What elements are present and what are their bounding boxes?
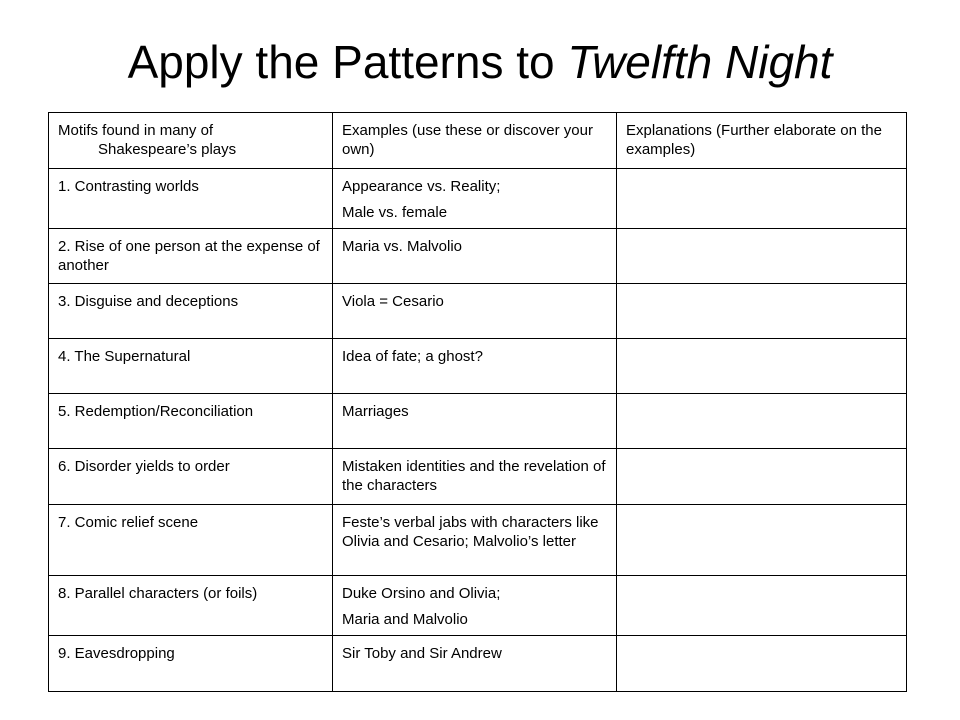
explanation-cell[interactable] xyxy=(617,394,907,449)
explanation-cell[interactable] xyxy=(617,449,907,505)
explanation-cell[interactable] xyxy=(617,229,907,284)
motif-cell: 8. Parallel characters (or foils) xyxy=(49,576,333,636)
motif-cell: 3. Disguise and deceptions xyxy=(49,284,333,339)
example-line: Duke Orsino and Olivia; xyxy=(342,585,501,602)
table-row xyxy=(49,284,907,339)
example-line: Male vs. female xyxy=(342,204,448,221)
header-examples: Examples (use these or discover your own) xyxy=(333,113,617,169)
examples-cell xyxy=(333,576,617,636)
table-row xyxy=(49,576,907,636)
table-row xyxy=(49,339,907,394)
example-line: Maria and Malvolio xyxy=(342,611,468,628)
explanation-cell[interactable] xyxy=(617,636,907,692)
header-motifs-line2: Shakespeare’s plays xyxy=(98,141,237,158)
table-row xyxy=(49,505,907,576)
example-line: Mistaken identities and the revelation of the characters xyxy=(342,458,606,494)
example-line: Sir Toby and Sir Andrew xyxy=(342,645,502,662)
table-row xyxy=(49,229,907,284)
example-line: Appearance vs. Reality; xyxy=(342,178,501,195)
header-motifs xyxy=(49,113,333,169)
title-prefix: Apply the Patterns to xyxy=(127,36,568,88)
motif-cell: 4. The Supernatural xyxy=(49,339,333,394)
explanation-cell[interactable] xyxy=(617,284,907,339)
motifs-table xyxy=(48,112,907,692)
example-line: Viola = Cesario xyxy=(342,293,444,310)
example-line: Idea of fate; a ghost? xyxy=(342,348,483,365)
examples-cell xyxy=(333,339,617,394)
example-line: Feste’s verbal jabs with characters like Olivia and Cesario; Malvolio’s letter xyxy=(342,514,599,550)
table-row xyxy=(49,449,907,505)
examples-cell xyxy=(333,229,617,284)
examples-cell xyxy=(333,394,617,449)
header-explanations: Explanations (Further elaborate on the examples) xyxy=(617,113,907,169)
explanation-cell[interactable] xyxy=(617,576,907,636)
slide-title xyxy=(0,34,960,90)
example-line: Maria vs. Malvolio xyxy=(342,238,463,255)
examples-cell xyxy=(333,284,617,339)
table-row xyxy=(49,394,907,449)
header-motifs-line1: Motifs found in many of xyxy=(58,122,214,139)
example-line: Marriages xyxy=(342,403,409,420)
explanation-cell[interactable] xyxy=(617,505,907,576)
motif-cell: 6. Disorder yields to order xyxy=(49,449,333,505)
table-row xyxy=(49,636,907,692)
motif-cell: 7. Comic relief scene xyxy=(49,505,333,576)
header-row xyxy=(49,113,907,169)
table-row xyxy=(49,169,907,229)
motif-cell: 2. Rise of one person at the expense of another xyxy=(49,229,333,284)
examples-cell xyxy=(333,505,617,576)
motif-cell: 5. Redemption/Reconciliation xyxy=(49,394,333,449)
title-emphasis: Twelfth Night xyxy=(567,36,833,88)
examples-cell xyxy=(333,636,617,692)
motif-cell: 1. Contrasting worlds xyxy=(49,169,333,229)
motif-cell: 9. Eavesdropping xyxy=(49,636,333,692)
explanation-cell[interactable] xyxy=(617,339,907,394)
examples-cell xyxy=(333,169,617,229)
explanation-cell[interactable] xyxy=(617,169,907,229)
examples-cell xyxy=(333,449,617,505)
